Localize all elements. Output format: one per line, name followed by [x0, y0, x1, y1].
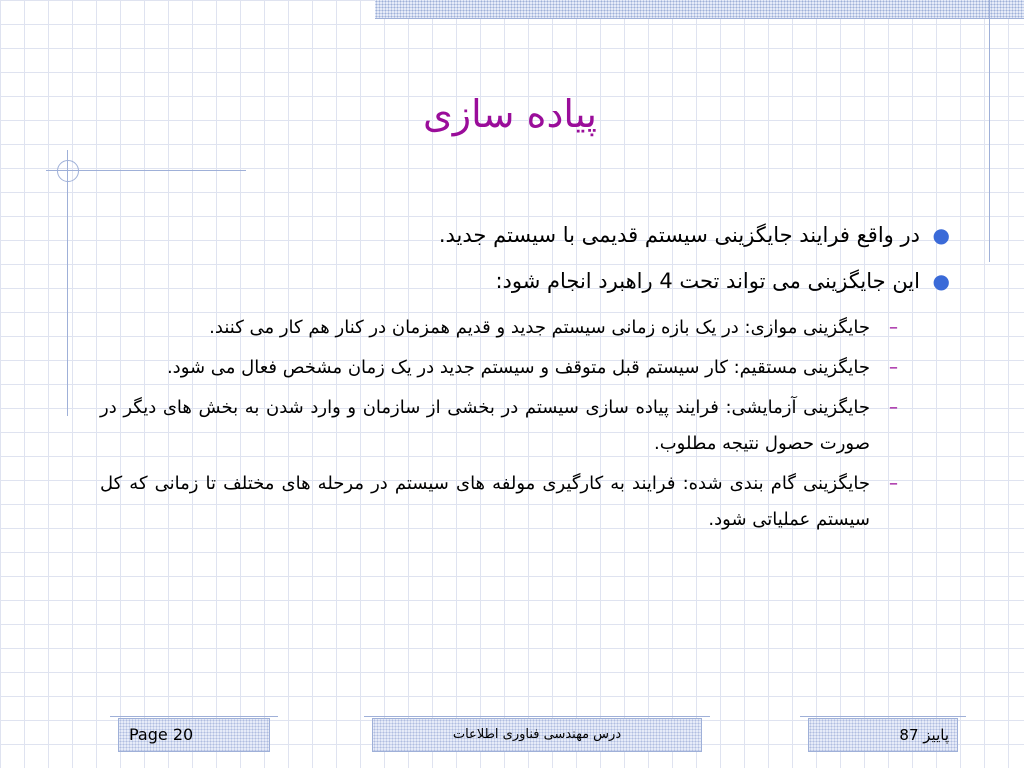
sub-bullet-item: [100, 350, 960, 386]
footer-frame-line: [800, 716, 966, 717]
dash-icon: –: [889, 357, 898, 378]
dash-icon: –: [889, 317, 898, 338]
bullet-dot-icon: ●: [932, 223, 950, 247]
sub-bullet-text: جایگزینی گام بندی شده: فرایند به کارگیری مولفه های سیستم در مرحله های مختلف تا زمانی که کل سیستم عملیاتی شود.: [100, 473, 870, 530]
slide-content: [100, 218, 960, 542]
sub-bullet-item: [100, 466, 960, 538]
right-decorative-line: [989, 0, 990, 262]
course-name: درس مهندسی فناوری اطلاعات: [452, 727, 622, 742]
sub-bullet-text: جایگزینی آزمایشی: فرایند پیاده سازی سیستم در بخشی از سازمان و وارد شدن به بخش های دیگر در صورت حصول نتیجه مطلوب.: [100, 397, 870, 454]
footer-frame-line: [364, 716, 710, 717]
footer-course-box: [372, 718, 702, 752]
term-label: پاییز 87: [899, 726, 949, 744]
bullet-dot-icon: ●: [932, 269, 950, 293]
bullet-item: [100, 218, 960, 252]
top-decorative-bar: [375, 0, 1024, 19]
page-number: Page 20: [129, 725, 194, 744]
bullet-text: این جایگزینی می تواند تحت 4 راهبرد انجام شود:: [495, 269, 920, 293]
bullet-item: [100, 264, 960, 298]
sub-bullet-text: جایگزینی مستقیم: کار سیستم قبل متوقف و سیستم جدید در یک زمان مشخص فعال می شود.: [166, 357, 870, 378]
sub-bullet-item: [100, 390, 960, 462]
sub-bullet-text: جایگزینی موازی: در یک بازه زمانی سیستم جدید و قدیم همزمان در کنار هم کار می کنند.: [209, 317, 870, 338]
dash-icon: –: [889, 473, 898, 494]
footer-frame-line: [110, 716, 278, 717]
footer-page-box: [118, 718, 270, 752]
decorative-circle: [57, 160, 79, 182]
decorative-vertical-line: [67, 150, 68, 416]
bullet-text: در واقع فرایند جایگزینی سیستم قدیمی با سیستم جدید.: [438, 223, 920, 247]
dash-icon: –: [889, 397, 898, 418]
sub-bullet-item: [100, 310, 960, 346]
slide-title: پیاده سازی: [422, 92, 598, 136]
footer-term-box: [808, 718, 958, 752]
